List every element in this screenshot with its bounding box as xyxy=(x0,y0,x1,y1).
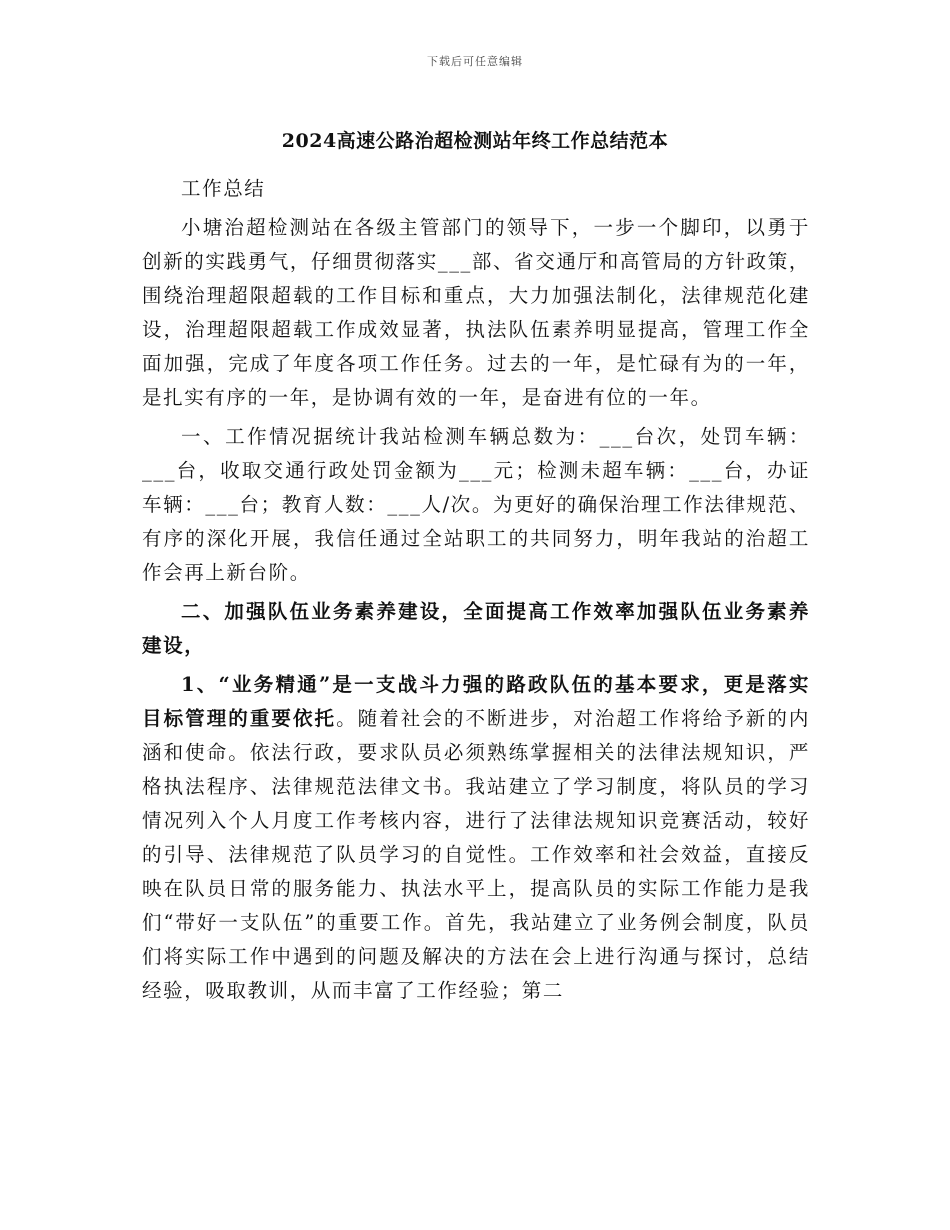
paragraph-business-proficiency-body: 。随着社会的不断进步，对治超工作将给予新的内涵和使命。依法行政，要求队员必须熟练掌握相关的法律法规知识，严格执法程序、法律规范法律文书。我站建立了学习制度，将队员的学习情况列入个人月度工作考核内容，进行了法律法规知识竞赛活动，较好的引导、法律规范了队员学习的自觉性。工作效率和社会效益，直接反映在队员日常的服务能力、执法水平上，提高队员的实际工作能力是我们“带好一支队伍”的重要工作。首先，我站建立了业务例会制度，队员们将实际工作中遇到的问题及解决的方法在会上进行沟通与探讨，总结经验，吸取教训，从而丰富了工作经验；第二 xyxy=(142,707,811,1002)
paragraph-work-situation: 一、工作情况据统计我站检测车辆总数为：___台次，处罚车辆：___台，收取交通行政处罚金额为___元；检测未超车辆：___台，办证车辆：___台；教育人数：___人/次。为更好的确保治理工作法律规范、有序的深化开展，我信任通过全站职工的共同努力，明年我站的治超工作会再上新台阶。 xyxy=(142,425,810,584)
paragraph-section-label: 工作总结 xyxy=(181,177,266,200)
document-body xyxy=(142,172,810,1008)
paragraph-intro: 小塘治超检测站在各级主管部门的领导下，一步一个脚印，以勇于创新的实践勇气，仔细贯彻落实___部、省交通厅和高管局的方针政策，围绕治理超限超载的工作目标和重点，大力加强法制化，法律规范化建设，治理超限超载工作成效显著，执法队伍素养明显提高，管理工作全面加强，完成了年度各项工作任务。过去的一年，是忙碌有为的一年，是扎实有序的一年，是协调有效的一年，是奋进有位的一年。 xyxy=(142,216,810,409)
header-note: 下载后可任意编辑 xyxy=(427,55,523,68)
paragraph-business-proficiency xyxy=(142,668,810,1008)
paragraph-heading-team-building: 二、加强队伍业务素养建设，全面提高工作效率加强队伍业务素养建设， xyxy=(142,600,810,657)
paragraph-business-proficiency-lead: 1、“业务精通”是一支战斗力强的路政队伍的基本要求，更是落实目标管理的重要依托 xyxy=(142,673,810,730)
document-title: 2024高速公路治超检测站年终工作总结范本 xyxy=(281,130,669,152)
